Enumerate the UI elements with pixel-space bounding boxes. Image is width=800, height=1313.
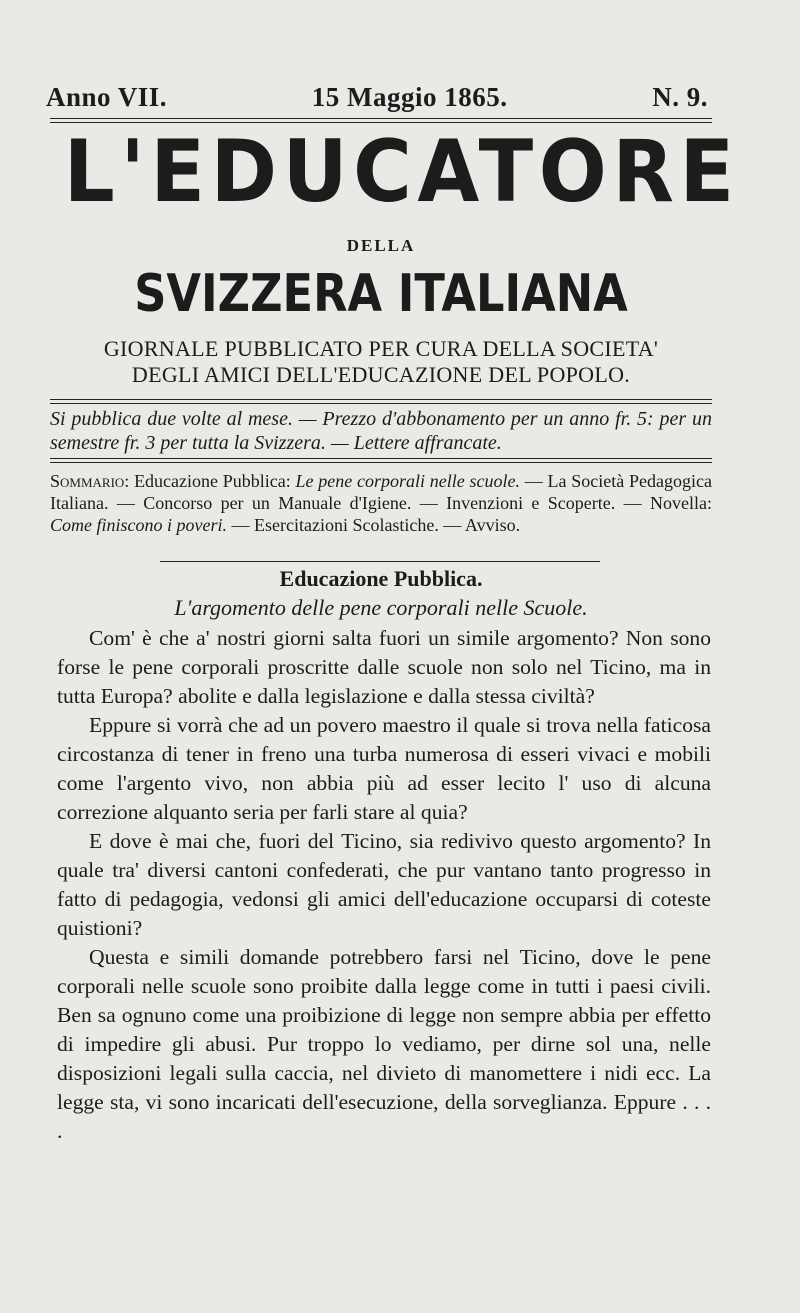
divider-rule <box>50 399 712 400</box>
paragraph: Com' è che a' nostri giorni salta fuori un simile argomento? Non sono forse le pene corporali proscritte dalle scuole non solo nel Ticino, ma in tutta Europa? abolite e dalla legislazione e dalla stessa civiltà? <box>57 626 711 708</box>
description-line-1: GIORNALE PUBBLICATO PER CURA DELLA SOCIETA' <box>103 336 659 361</box>
toc-part-5: — Esercitazioni Scolastiche. — Avviso. <box>231 515 521 535</box>
journal-description <box>50 336 712 388</box>
article-body <box>57 624 711 1146</box>
issue-number: N. 9. <box>652 82 708 112</box>
paragraph: Eppure si vorrà che ad un povero maestro il quale si trova nella faticosa circostanza di tener in freno una turba numerosa di esseri vivaci e mobili come l'argento vivo, non abbia più ad esser lecito l' uso di alcuna correzione alquanto seria per farli stare al quia? <box>57 713 711 824</box>
section-rule <box>160 561 600 562</box>
issue-date: 15 Maggio 1865. <box>311 82 508 112</box>
masthead-della: DELLA <box>346 236 416 255</box>
divider-rule-2 <box>50 458 712 459</box>
divider-rule-2-thin <box>50 462 712 463</box>
toc-part-4: Come finiscono i poveri. <box>50 515 227 535</box>
volume-label: Anno VII. <box>46 82 168 112</box>
header-rule <box>50 118 712 119</box>
masthead-subtitle: SVIZZERA ITALIANA <box>134 264 628 324</box>
toc-part-1: Educazione Pubblica: <box>134 471 291 491</box>
divider-rule-thin <box>50 403 712 404</box>
table-of-contents <box>50 470 712 536</box>
toc-label: Sommario: <box>50 471 130 491</box>
section-title: Educazione Pubblica. <box>279 566 483 591</box>
publication-info: Si pubblica due volte al mese. — Prezzo d'abbonamento per un anno fr. 5: per un semestre fr. 3 per tutta la Svizzera. — Lettere affrancate. <box>50 408 712 454</box>
masthead-title: L'EDUCATORE <box>63 122 740 222</box>
paragraph: Questa e simili domande potrebbero farsi nel Ticino, dove le pene corporali nelle scuole sono proibite dalla legge come in tutti i paesi civili. Ben sa ognuno come una proibizione di legge non sempre abbia per effetto di impedire gli abusi. Pur troppo lo vediamo, per dirne sol una, nelle disposizioni legali sulla caccia, nel divieto di manomettere i nidi ecc. La legge sta, vi sono incaricati dell'esecuzione, della sorveglianza. Eppure . . . . <box>57 945 711 1143</box>
dateline <box>46 82 708 113</box>
paragraph: E dove è mai che, fuori del Ticino, sia redivivo questo argomento? In quale tra' diversi cantoni confederati, che pur vantano tanto progresso in fatto di pedagogia, vedonsi gli amici dell'educazione occuparsi di coteste quistioni? <box>57 829 711 940</box>
description-line-2: DEGLI AMICI DELL'EDUCAZIONE DEL POPOLO. <box>131 362 631 387</box>
toc-part-3: — La Società Pedagogica Italiana. — Concorso per un Manuale d'Igiene. — Invenzioni e Scoperte. — Novella: <box>50 471 713 513</box>
article-title: L'argomento delle pene corporali nelle Scuole. <box>174 595 588 620</box>
toc-part-2: Le pene corporali nelle scuole. <box>295 471 521 491</box>
